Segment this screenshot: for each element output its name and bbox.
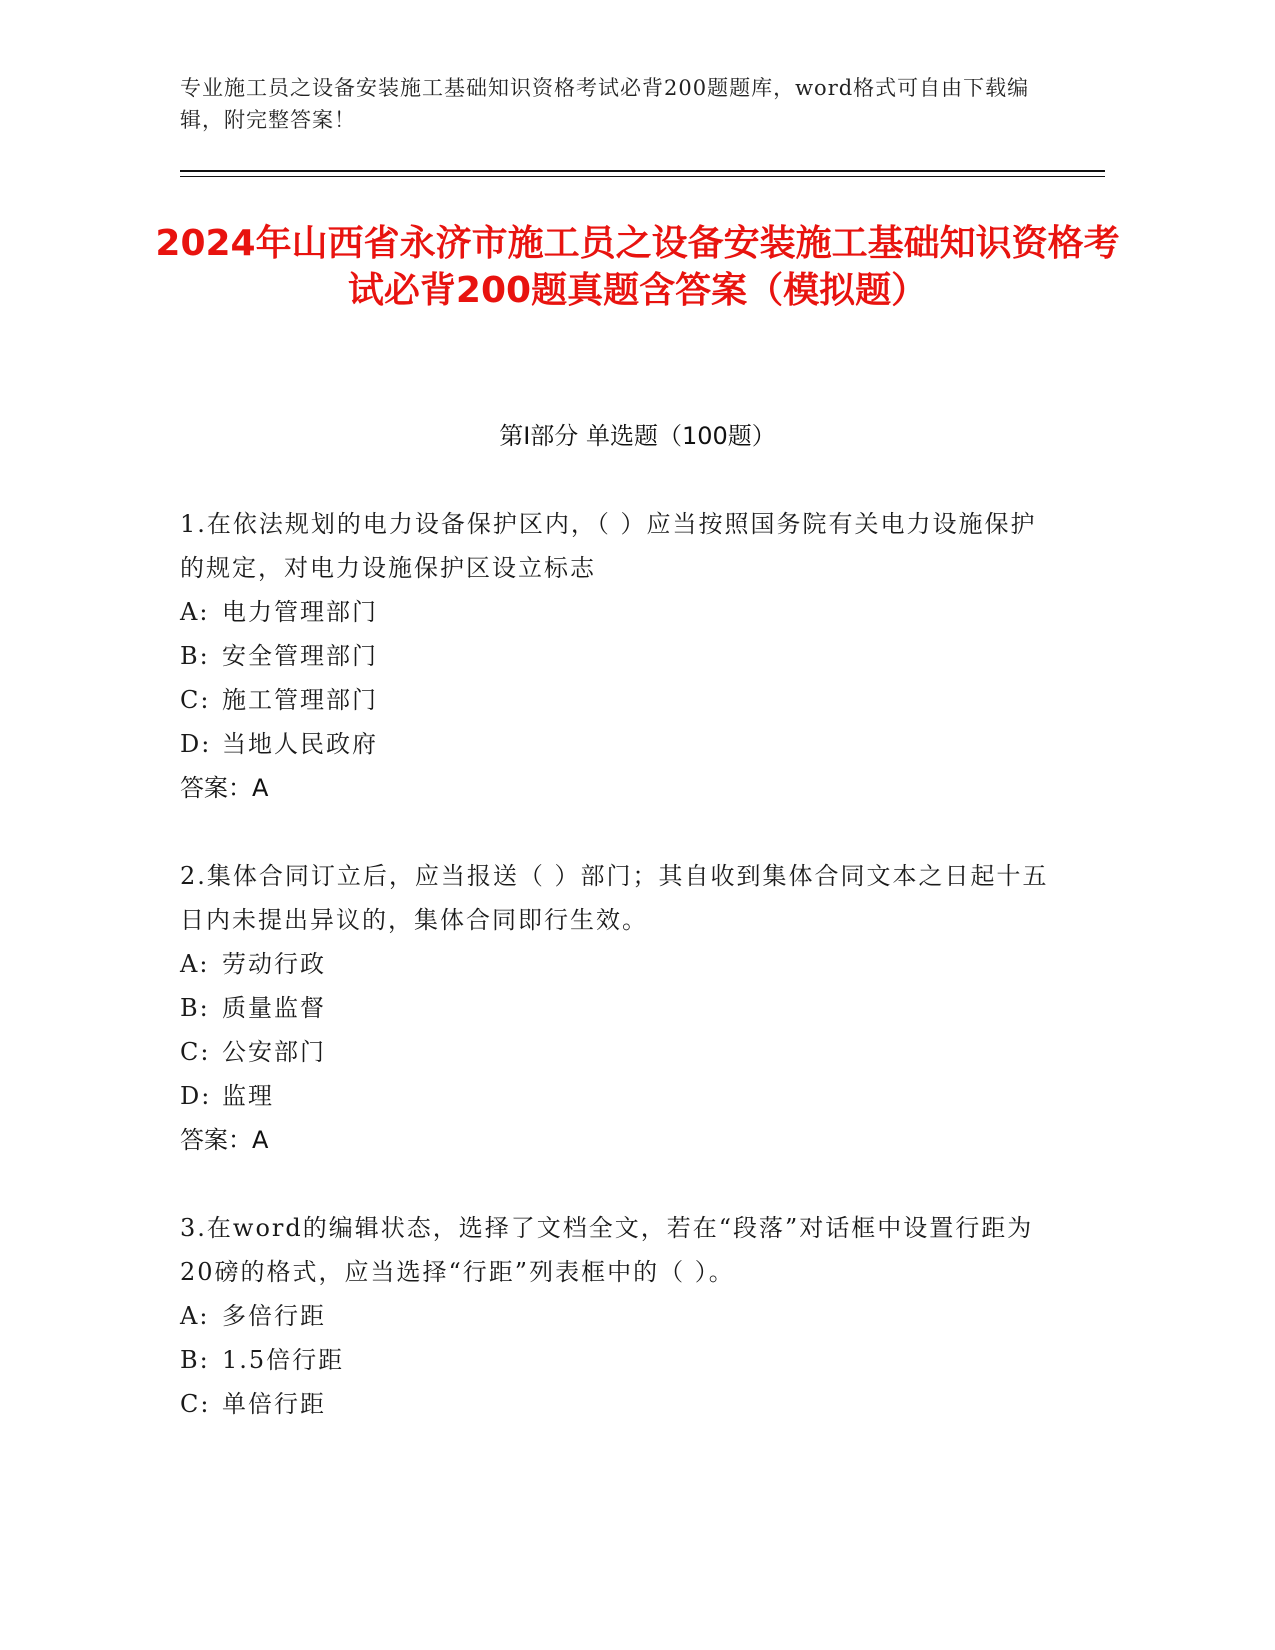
option-letter: C: [180, 1038, 211, 1066]
question-list [180, 502, 1060, 1470]
option-text: 公安部门 [222, 1038, 326, 1066]
option-d [180, 1074, 1060, 1118]
option-c [180, 1382, 1060, 1426]
option-text: 施工管理部门 [222, 686, 378, 714]
option-c [180, 678, 1060, 722]
option-letter: A: [180, 950, 210, 978]
option-a [180, 942, 1060, 986]
option-d [180, 722, 1060, 766]
question-stem: 2.集体合同订立后，应当报送（ ）部门；其自收到集体合同文本之日起十五日内未提出异议的，集体合同即行生效。 [180, 862, 1049, 934]
header-note: 专业施工员之设备安装施工基础知识资格考试必背200题题库，word格式可自由下载编辑，附完整答案！ [180, 76, 1030, 132]
header-rule-thick [180, 170, 1105, 172]
option-a [180, 590, 1060, 634]
question-3 [180, 1206, 1060, 1426]
document-title: 2024年山西省永济市施工员之设备安装施工基础知识资格考试必背200题真题含答案（模拟题） [155, 223, 1120, 311]
option-text: 电力管理部门 [222, 598, 378, 626]
option-b [180, 634, 1060, 678]
option-b [180, 1338, 1060, 1382]
option-b [180, 986, 1060, 1030]
option-letter: C: [180, 1390, 211, 1418]
option-text: 1.5倍行距 [222, 1346, 345, 1374]
option-text: 劳动行政 [222, 950, 326, 978]
option-text: 多倍行距 [222, 1302, 326, 1330]
question-stem: 1.在依法规划的电力设备保护区内，（ ）应当按照国务院有关电力设施保护的规定，对电力设施保护区设立标志 [180, 510, 1037, 582]
option-letter: D: [180, 1082, 212, 1110]
option-a [180, 1294, 1060, 1338]
option-letter: A: [180, 598, 210, 626]
section-heading: 第I部分 单选题（100题） [499, 422, 776, 450]
question-2 [180, 854, 1060, 1162]
option-letter: C: [180, 686, 211, 714]
option-letter: D: [180, 730, 212, 758]
option-c [180, 1030, 1060, 1074]
answer-line: 答案：A [180, 774, 269, 802]
option-text: 质量监督 [222, 994, 326, 1022]
answer-line: 答案：A [180, 1126, 269, 1154]
question-stem: 3.在word的编辑状态，选择了文档全文，若在“段落”对话框中设置行距为20磅的格式，应当选择“行距”列表框中的（ ）。 [180, 1214, 1034, 1286]
option-text: 当地人民政府 [222, 730, 378, 758]
option-letter: B: [180, 1346, 210, 1374]
option-letter: B: [180, 642, 210, 670]
option-text: 安全管理部门 [222, 642, 378, 670]
option-text: 单倍行距 [222, 1390, 326, 1418]
header-rule-thin [180, 176, 1105, 177]
option-text: 监理 [222, 1082, 274, 1110]
question-1 [180, 502, 1060, 810]
option-letter: A: [180, 1302, 210, 1330]
option-letter: B: [180, 994, 210, 1022]
